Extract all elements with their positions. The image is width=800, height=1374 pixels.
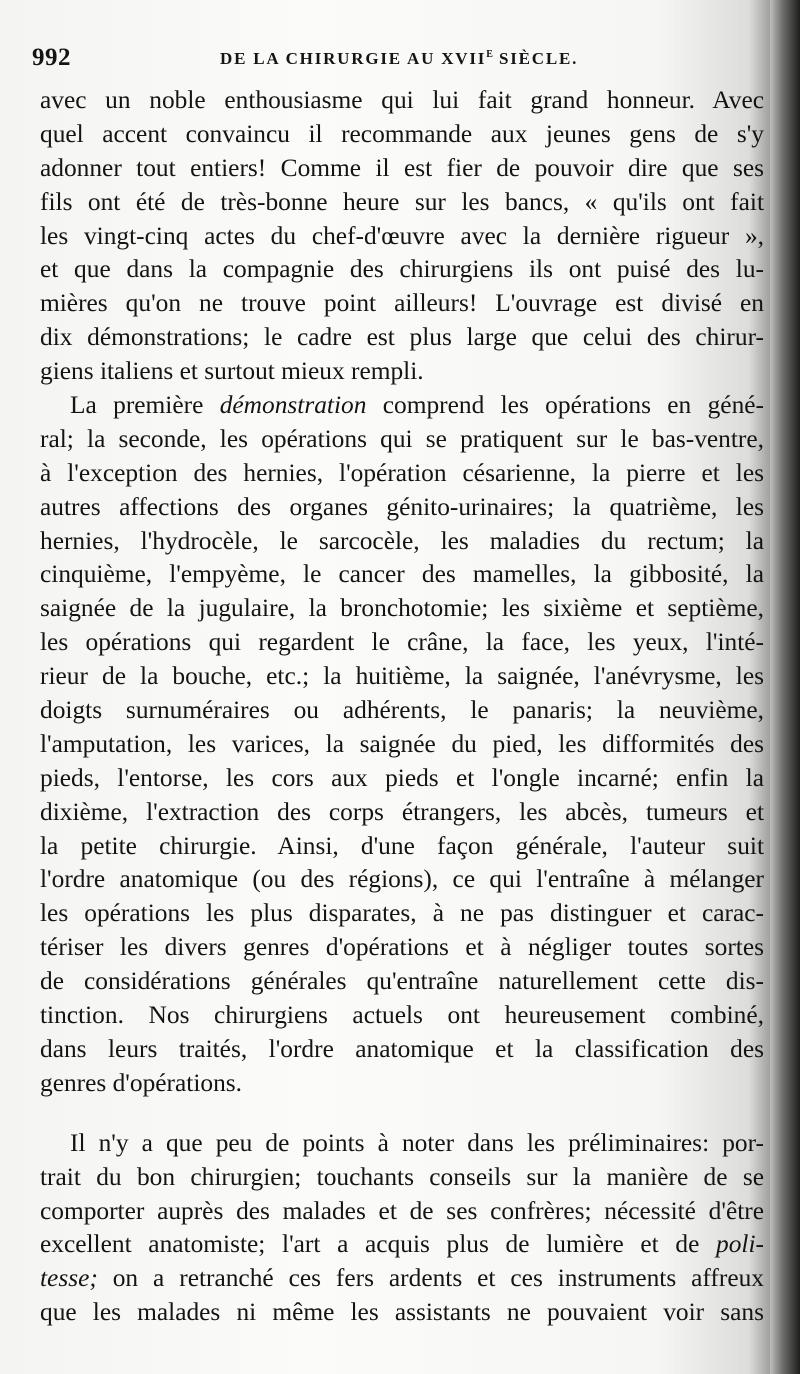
body-text (40, 84, 764, 1330)
text-line: à l'exception des hernies, l'opération césarienne, la pierre et les (40, 458, 764, 487)
text-line: excellent anatomiste; l'art a acquis plus de lumière et de poli- (40, 1230, 764, 1259)
text-line: pieds, l'entorse, les cors aux pieds et l'ongle incarné; enfin la (40, 763, 764, 792)
text-line: avec un noble enthousiasme qui lui fait grand honneur. Avec (40, 86, 764, 114)
text-line: de considérations générales qu'entraîne naturellement cette dis- (40, 967, 764, 996)
text-line: giens italiens et surtout mieux rempli. (40, 357, 424, 386)
text-line: les opérations qui regardent le crâne, la face, les yeux, l'inté- (40, 628, 764, 657)
text-line: cinquième, l'empyème, le cancer des mamelles, la gibbosité, la (40, 560, 764, 589)
text-line: la petite chirurgie. Ainsi, d'une façon générale, l'auteur suit (40, 831, 764, 860)
text-line: et que dans la compagnie des chirurgiens ils ont puisé des lu- (40, 255, 764, 284)
text-line: autres affections des organes génito-urinaires; la quatrième, les (40, 492, 764, 521)
text-line: mières qu'on ne trouve point ailleurs! L'ouvrage est divisé en (40, 289, 764, 318)
text-line: les opérations les plus disparates, à ne pas distinguer et carac- (40, 899, 764, 928)
text-line: dixième, l'extraction des corps étrangers, les abcès, tumeurs et (40, 797, 764, 826)
text-line: hernies, l'hydrocèle, le sarcocèle, les maladies du rectum; la (40, 526, 764, 555)
paragraph-gap (40, 1101, 764, 1127)
text-line: ral; la seconde, les opérations qui se pratiquent sur le bas-ventre, (40, 424, 764, 453)
text-line: les vingt-cinq actes du chef-d'œuvre avec la dernière rigueur », (40, 221, 764, 250)
page-number: 992 (32, 44, 71, 71)
text-line: adonner tout entiers! Comme il est fier de pouvoir dire que ses (40, 153, 764, 182)
text-line: doigts surnuméraires ou adhérents, le panaris; la neuvième, (40, 696, 764, 725)
text-line: l'amputation, les varices, la saignée du pied, les difformités des (40, 729, 764, 758)
text-line: l'ordre anatomique (ou des régions), ce qui l'entraîne à mélanger (40, 865, 764, 894)
text-line: tériser les divers genres d'opérations et à négliger toutes sortes (40, 933, 764, 962)
text-line: que les malades ni même les assistants ne pouvaient voir sans (40, 1298, 764, 1327)
text-line: rieur de la bouche, etc.; la huitième, la saignée, l'anévrysme, les (40, 662, 764, 691)
text-line: tesse; on a retranché ces fers ardents et ces instruments affreux (40, 1264, 764, 1293)
text-line: trait du bon chirurgien; touchants conseils sur la manière de se (40, 1162, 764, 1191)
text-line: saignée de la jugulaire, la bronchotomie; les sixième et septième, (40, 594, 764, 623)
running-title: DE LA CHIRURGIE AU $XVII^E$ SIÈCLE. (220, 49, 579, 68)
running-header (32, 44, 762, 74)
text-line: dix démonstrations; le cadre est plus large que celui des chirur- (40, 323, 764, 352)
text-line: La première démonstration comprend les opérations en géné- (70, 391, 764, 420)
text-line: Il n'y a que peu de points à noter dans les préliminaires: por- (70, 1128, 764, 1157)
text-line: quel accent convaincu il recommande aux jeunes gens de s'y (40, 119, 764, 148)
text-line: fils ont été de très-bonne heure sur les bancs, « qu'ils ont fait (40, 187, 764, 216)
text-line: genres d'opérations. (40, 1068, 242, 1097)
text-line: comporter auprès des malades et de ses confrères; nécessité d'être (40, 1196, 764, 1225)
page-edge-shadow (770, 0, 800, 1374)
text-line: tinction. Nos chirurgiens actuels ont heureusement combiné, (40, 1001, 764, 1030)
text-line: dans leurs traités, l'ordre anatomique et la classification des (40, 1034, 764, 1063)
